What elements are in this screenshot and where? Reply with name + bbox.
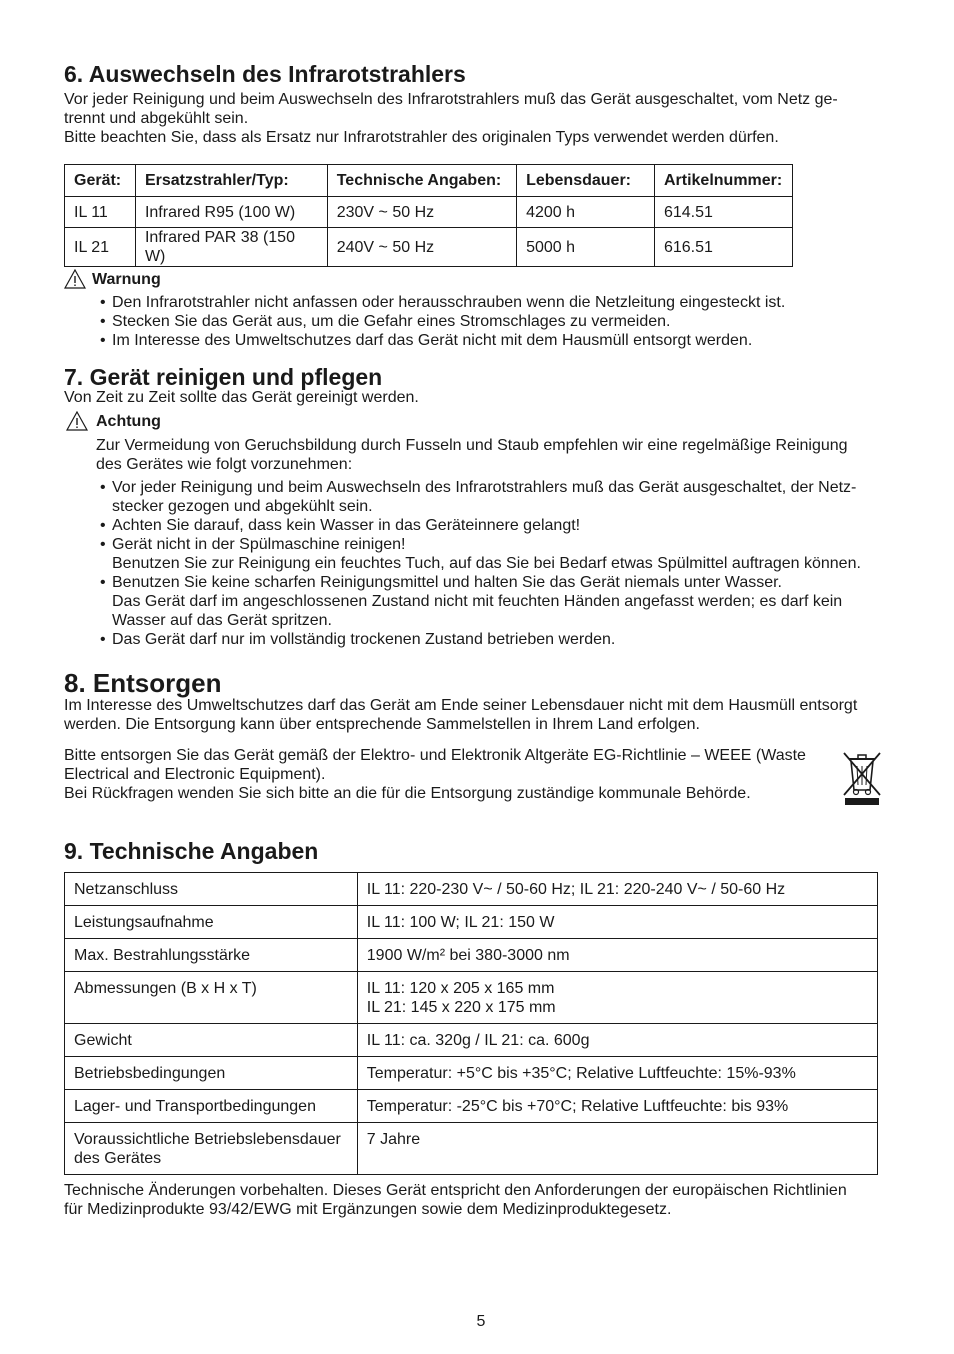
table-cell: IL 21 [65, 228, 136, 267]
table-cell: 4200 h [517, 197, 655, 228]
section-9-title: 9. Technische Angaben [64, 838, 319, 864]
spec-value: IL 11: 100 W; IL 21: 150 W [357, 906, 877, 939]
table-header: Technische Angaben: [327, 165, 516, 197]
spec-label: Gewicht [65, 1024, 358, 1057]
table-cell: Infrared R95 (100 W) [135, 197, 327, 228]
list-item: • Den Infrarotstrahler nicht anfassen oder herausschrauben wenn die Netzleitung eingesteckt ist. [96, 293, 896, 312]
section-6-intro [64, 90, 894, 147]
section-6-title: 6. Auswechseln des Infrarotstrahlers [64, 61, 466, 87]
text-line: für Medizinprodukte 93/42/EWG mit Ergänzungen sowie dem Medizinproduktegesetz. [64, 1201, 672, 1218]
text-line: Bitte entsorgen Sie das Gerät gemäß der Elektro- und Elektronik Altgeräte EG-Richtlinie – WEEE (Waste [64, 747, 806, 764]
spec-value: 1900 W/m² bei 380-3000 nm [357, 939, 877, 972]
table-cell: Infrared PAR 38 (150 W) [135, 228, 327, 267]
attention-heading [64, 411, 161, 431]
table-cell: IL 11 [65, 197, 136, 228]
attention-title: Achtung [96, 412, 161, 430]
cleaning-list [96, 478, 896, 649]
attention-text [96, 436, 896, 474]
section-7-title: 7. Gerät reinigen und pflegen [64, 364, 383, 390]
intro-line: Vor jeder Reinigung und beim Auswechseln des Infrarotstrahlers muß das Gerät ausgeschaltet, vom Netz ge- [64, 91, 838, 108]
spec-value: 7 Jahre [357, 1123, 877, 1175]
table-cell: 5000 h [517, 228, 655, 267]
section-8-text [64, 696, 894, 734]
text-line: Zur Vermeidung von Geruchsbildung durch Fusseln und Staub empfehlen wir eine regelmäßige Reinigung [96, 437, 848, 454]
list-item: • Benutzen Sie keine scharfen Reinigungsmittel und halten Sie das Gerät niemals unter Wasser. Das Gerät darf im angeschlossenen Zustand nicht mit feuchten Händen angefasst werden; es darf kein Wasser auf das Gerät spritzen. [96, 573, 896, 630]
spec-table [64, 872, 878, 1175]
list-item: • Gerät nicht in der Spülmaschine reinigen! Benutzen Sie zur Reinigung ein feuchtes Tuch, auf das Sie bei Bedarf etwas Spülmittel auftragen können. [96, 535, 896, 573]
table-row [65, 1090, 878, 1123]
list-item: • Achten Sie darauf, dass kein Wasser in das Geräteinnere gelangt! [96, 516, 896, 535]
text-line: Bei Rückfragen wenden Sie sich bitte an die für die Entsorgung zuständige kommunale Behörde. [64, 785, 751, 802]
page-number: 5 [476, 1313, 486, 1330]
spec-label: Leistungsaufnahme [65, 906, 358, 939]
spec-value: IL 11: 120 x 205 x 165 mm IL 21: 145 x 220 x 175 mm [357, 972, 877, 1024]
text-line: Im Interesse des Umweltschutzes darf das Gerät am Ende seiner Lebensdauer nicht mit dem Hausmüll entsorgt [64, 697, 858, 714]
warning-title: Warnung [92, 270, 161, 288]
table-cell: 616.51 [654, 228, 792, 267]
spec-label: Max. Bestrahlungsstärke [65, 939, 358, 972]
spec-label: Lager- und Transportbedingungen [65, 1090, 358, 1123]
table-header: Artikelnummer: [654, 165, 792, 197]
list-item: • Das Gerät darf nur im vollständig trockenen Zustand betrieben werden. [96, 630, 896, 649]
table-row [65, 1024, 878, 1057]
warning-heading [64, 269, 161, 289]
table-cell: 614.51 [654, 197, 792, 228]
footer-note [64, 1181, 894, 1219]
replacement-table [64, 164, 793, 267]
table-row [65, 939, 878, 972]
table-row [65, 1123, 878, 1175]
warning-triangle-icon [64, 411, 90, 431]
warning-list [96, 293, 896, 350]
text-line: des Gerätes wie folgt vorzunehmen: [96, 456, 353, 473]
intro-line: trennt und abgekühlt sein. [64, 110, 249, 127]
spec-label: Voraussichtliche Betriebslebensdauer des Gerätes [65, 1123, 358, 1175]
spec-label: Betriebsbedingungen [65, 1057, 358, 1090]
list-item: • Vor jeder Reinigung und beim Auswechseln des Infrarotstrahlers muß das Gerät ausgeschaltet, der Netz- stecker gezogen und abgekühlt sein. [96, 478, 896, 516]
table-row [65, 972, 878, 1024]
list-item: • Im Interesse des Umweltschutzes darf das Gerät nicht mit dem Hausmüll entsorgt werden. [96, 331, 896, 350]
table-header: Gerät: [65, 165, 136, 197]
text-line: Technische Änderungen vorbehalten. Dieses Gerät entspricht den Anforderungen der europäischen Richtlinien [64, 1182, 847, 1199]
table-row [65, 228, 793, 267]
list-item: • Stecken Sie das Gerät aus, um die Gefahr eines Stromschlages zu vermeiden. [96, 312, 896, 331]
intro-line: Bitte beachten Sie, dass als Ersatz nur Infrarotstrahler des originalen Typs verwendet werden dürfen. [64, 129, 779, 146]
spec-label: Netzanschluss [65, 873, 358, 906]
table-cell: 230V ~ 50 Hz [327, 197, 516, 228]
table-row [65, 873, 878, 906]
section-8-title: 8. Entsorgen [64, 668, 222, 698]
table-header: Lebensdauer: [517, 165, 655, 197]
section-7-intro: Von Zeit zu Zeit sollte das Gerät gereinigt werden. [64, 389, 419, 406]
spec-value: Temperatur: -25°C bis +70°C; Relative Luftfeuchte: bis 93% [357, 1090, 877, 1123]
warning-triangle-icon [64, 269, 86, 289]
text-line: Electrical and Electronic Equipment). [64, 766, 326, 783]
table-cell: 240V ~ 50 Hz [327, 228, 516, 267]
spec-value: Temperatur: +5°C bis +35°C; Relative Luftfeuchte: 15%-93% [357, 1057, 877, 1090]
table-header: Ersatzstrahler/Typ: [135, 165, 327, 197]
spec-label: Abmessungen (B x H x T) [65, 972, 358, 1024]
table-row [65, 197, 793, 228]
spec-value: IL 11: 220-230 V~ / 50-60 Hz; IL 21: 220-240 V~ / 50-60 Hz [357, 873, 877, 906]
crossed-bin-icon [841, 750, 883, 806]
weee-text [64, 746, 834, 803]
spec-value: IL 11: ca. 320g / IL 21: ca. 600g [357, 1024, 877, 1057]
table-row [65, 906, 878, 939]
table-row [65, 1057, 878, 1090]
text-line: werden. Die Entsorgung kann über entsprechende Sammelstellen in Ihrem Land erfolgen. [64, 716, 700, 733]
